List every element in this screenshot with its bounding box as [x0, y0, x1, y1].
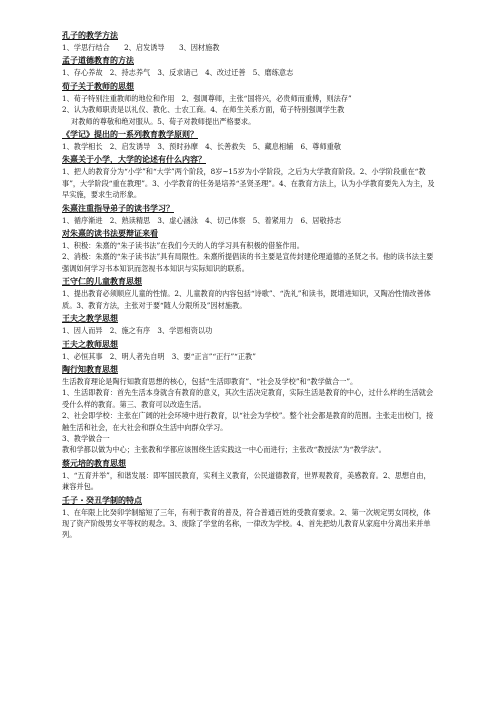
- section-paragraph: 1、提出教育必须顺应儿童的性情。2、儿童教育的内容包括“诗歌”、“洗礼”和读书，既增进知识，又陶冶性情改善体质。3、教育方法，主张对于要“随人分限所及”因材施教。: [62, 289, 431, 310]
- section-heading: 陶行知教育思想: [62, 364, 118, 374]
- section: [62, 227, 436, 274]
- section: [62, 54, 436, 78]
- section-heading: 蔡元培的教育思想: [62, 458, 126, 468]
- section: [62, 494, 436, 541]
- section: [62, 153, 436, 200]
- section: [62, 457, 436, 493]
- section-paragraph: 1、存心养故 2、持志养气 3、反求诸己 4、改过迁善 5、磨练意志: [62, 68, 294, 78]
- section-paragraph: 1、教学相长 2、启发诱导 3、预时孙摩 4、长善救失 5、藏息相辅 6、尊师重敬: [62, 142, 342, 152]
- section-paragraph: 1、生活即教育：首先生活本身就含有教育的意义，其次生活决定教育，实际生活是教育的中心，过什么样的生活就会受什么样的教育。第三、教育可以改造生活。: [62, 388, 434, 409]
- section-heading: 王守仁的儿童教育思想: [62, 277, 142, 287]
- section-paragraph: 1、学思行结合 2、启发诱导 3、因材施教: [62, 43, 220, 52]
- section-paragraph: 1、循序渐进 2、熟读精思 3、虚心涵泳 4、切己体察 5、着紧用力 6、居敬持志: [62, 215, 342, 225]
- section-paragraph: 1、“五育并举”，和谐发展：即军国民教育，实利主义教育，公民道德教育，世界观教育，美感教育。2、思想自由，兼容并包。: [62, 470, 431, 492]
- section-heading: 对朱熹的读书法要辩证来看: [62, 229, 158, 239]
- section-paragraph: 对教师的尊敬和绝对服从。5、荀子对教师提出严格要求。: [71, 116, 256, 126]
- section-heading: 荀子关于教师的思想: [62, 81, 134, 91]
- section: [62, 338, 436, 362]
- section: [62, 128, 436, 152]
- section-paragraph: 1、必恒其事 2、明人者先自明 3、要“正言”“正行”“正教”: [62, 351, 256, 361]
- section-paragraph: 2、社会即学校：主张在广阔的社会环境中进行教育，以“社会为学校”。整个社会都是教育的范围。主张走出校门，接触生活和社会，在大社会和群众生活中向群众学习。: [62, 411, 434, 432]
- section-heading: 朱熹关于小学，大学的论述有什么内容？: [62, 155, 206, 165]
- section-paragraph: 1、把人的教育分为“小学”和“大学”两个阶段，8岁~15岁为小学阶段，之后为大学教育阶段。2、小学阶段重在“教事”，大学阶段“重在教理”。3、小学教育的任务是培养“圣贤圣理”。4、在教育方法上，认为小学教育要先入为主，及早实施，要求生动形象。: [62, 167, 435, 200]
- section-paragraph: 生活教育理论是陶行知教育思想的核心，包括“生活即教育”、“社会及学校”和“教学做合一”。: [62, 376, 358, 386]
- section-heading: 《学记》提出的一系列教育教学原则？: [62, 130, 198, 140]
- section: [62, 275, 436, 311]
- section-heading: 孔子的教学方法: [62, 31, 118, 40]
- section-heading: 壬子・癸丑学制的特点: [62, 495, 142, 505]
- section-paragraph: 3、教学做合一: [62, 433, 110, 443]
- section-paragraph: 1、积极：朱熹的“朱子读书法”在我们今天的人的学习具有积极的借鉴作用。: [62, 241, 304, 251]
- section: [62, 363, 436, 456]
- section: [62, 202, 436, 226]
- section-heading: 王夫之教师思想: [62, 339, 118, 349]
- section-paragraph: 2、认为教师职责是以礼仪、教化、士农工商。4、在师生关系方面，荀子特别强调学生教: [62, 105, 345, 115]
- section-heading: 王夫之教学思想: [62, 314, 118, 324]
- section-paragraph: 教和学都以做为中心；主张教和学都应该围绕生活实践这一中心而进行；主张改“教授法”为“教学法”。: [62, 445, 386, 455]
- section-paragraph: 1、因人而异 2、施之有序 3、学思相资以功: [62, 326, 213, 336]
- section: [62, 80, 436, 127]
- section-heading: 朱熹注重指导弟子的读书学习？: [62, 203, 174, 213]
- section: [62, 29, 436, 53]
- section-heading: 孟子道德教育的方法: [62, 56, 134, 66]
- section: [62, 312, 436, 336]
- section-paragraph: 2、消极：朱熹的“朱子读书法”具有局限性。朱熹所提倡读的书主要是宣传封建伦理道德的圣贤之书。他的读书法主要强调如何学习书本知识而忽视书本知识与实际知识的联系。: [62, 252, 434, 273]
- section-paragraph: 1、在年限上比癸卯学制缩短了三年，有利于教育的普及，符合普通百姓的受教育要求。2、第一次规定男女同校，体现了资产阶级男女平等权的观念。3、废除了学堂的名称，一律改为学校。4、首先把幼儿教育从家庭中分离出来并单列。: [62, 507, 431, 540]
- section-paragraph: 1、荀子特别注重教师的地位和作用 2、强调尊师，主张“国将兴，必贵师而重傅，则法存”: [62, 93, 352, 103]
